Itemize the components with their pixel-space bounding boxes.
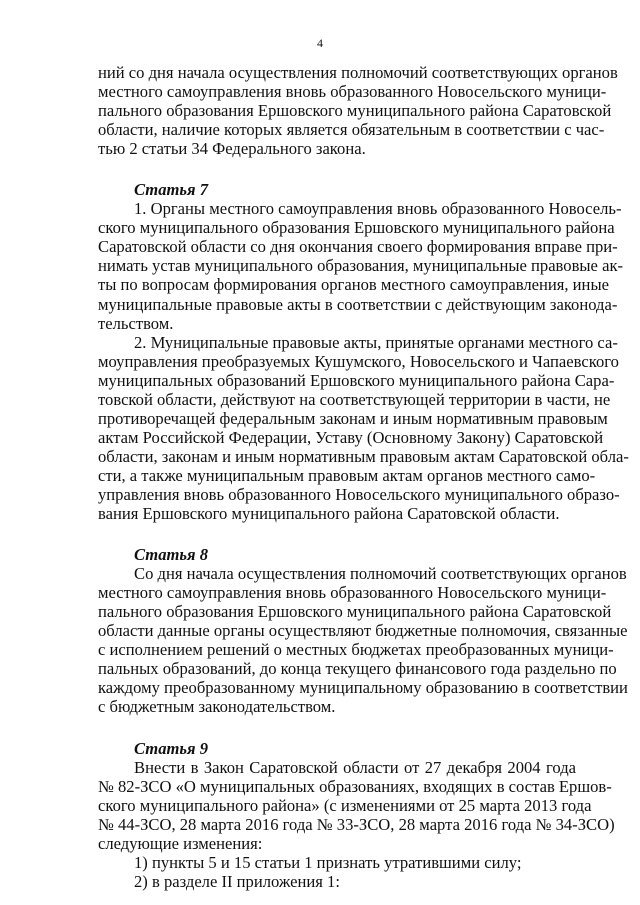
text-line: 2) в разделе II приложения 1: (134, 871, 340, 891)
article-heading: Статья 9 (134, 738, 208, 758)
text-line: Саратовской области со дня окончания своего формирования вправе при- (98, 237, 618, 257)
article-9-item-1 (98, 853, 576, 872)
text-line: 2. Муниципальные правовые акты, принятые органами местного са- (134, 332, 618, 352)
article-heading: Статья 7 (134, 180, 208, 200)
text-line: актам Российской Федерации, Уставу (Основному Закону) Саратовской (98, 427, 604, 447)
document-body (98, 63, 629, 891)
text-line: муниципальных образований Ершовского муниципального района Сара- (98, 370, 615, 390)
text-line: пального образования Ершовского муниципального района Саратовской (98, 602, 612, 622)
text-line: моуправления преобразуемых Кушумского, Новосельского и Чапаевского (98, 351, 619, 371)
article-9 (98, 738, 615, 891)
text-line: тельством. (98, 313, 174, 333)
text-line: № 82-ЗСО «О муниципальных образованиях, входящих в состав Ершов- (98, 776, 612, 796)
article-8-paragraph-1 (98, 564, 628, 717)
text-line: муниципальные правовые акты в соответствии с действующим законода- (98, 294, 618, 314)
text-line: сти, а также муниципальным правовым актам органов местного само- (98, 465, 596, 485)
text-line: пального образования Ершовского муниципального района Саратовской (98, 101, 612, 121)
text-line: пальных образований, до конца текущего финансового года раздельно по (98, 659, 617, 679)
text-line: ского муниципального образования Ершовского муниципального района (98, 218, 615, 238)
intro-paragraph (98, 63, 618, 159)
text-line: следующие изменения: (98, 833, 263, 853)
text-line: управления вновь образованного Новосельского муниципального образо- (98, 484, 620, 504)
text-line: 1) пункты 5 и 15 статьи 1 признать утратившими силу; (134, 852, 522, 872)
article-7-paragraph-2 (98, 332, 629, 524)
text-line: Внести в Закон Саратовской области от 27 декабря 2004 года (134, 757, 576, 777)
text-line: товской области, действуют на соответствующей территории в части, не (98, 389, 611, 409)
text-line: тью 2 статьи 34 Федерального закона. (98, 139, 366, 159)
text-line: противоречащей федеральным законам и иным нормативным правовым (98, 408, 608, 428)
text-line: ского муниципального района» (с изменениями от 25 марта 2013 года (98, 795, 592, 815)
article-7 (98, 180, 629, 524)
text-line: с бюджетным законодательством. (98, 697, 336, 717)
text-line: № 44-ЗСО, 28 марта 2016 года № 33-ЗСО, 28 марта 2016 года № 34-ЗСО) (98, 814, 615, 834)
page-number: 4 (317, 36, 323, 50)
text-line: области, законам и иным нормативным правовым актам Саратовской обла- (98, 446, 629, 466)
text-line: нимать устав муниципального образования, муниципальные правовые ак- (98, 256, 624, 276)
article-9-paragraph-1 (98, 757, 615, 853)
text-line: с исполнением решений о местных бюджетах преобразованных муници- (98, 640, 614, 660)
text-line: Со дня начала осуществления полномочий соответствующих органов (134, 564, 627, 584)
text-line: ты по вопросам формирования органов местного самоуправления, иные (98, 275, 609, 295)
text-line: местного самоуправления вновь образованного Новосельского муници- (98, 82, 607, 102)
text-line: каждому преобразованному муниципальному образованию в соответствии (98, 678, 628, 698)
article-8 (98, 545, 628, 717)
article-9-item-2 (98, 872, 576, 891)
text-line: ний со дня начала осуществления полномочий соответствующих органов (98, 63, 618, 82)
text-line: области, наличие которых является обязательным в соответствии с час- (98, 120, 605, 140)
article-7-paragraph-1 (98, 199, 624, 333)
text-line: области данные органы осуществляют бюджетные полномочия, связанные (98, 621, 628, 641)
article-heading: Статья 8 (134, 545, 208, 565)
text-line: вания Ершовского муниципального района Саратовской области. (98, 504, 560, 524)
text-line: местного самоуправления вновь образованного Новосельского муници- (98, 583, 607, 603)
text-line: 1. Органы местного самоуправления вновь образованного Новосель- (134, 199, 622, 219)
